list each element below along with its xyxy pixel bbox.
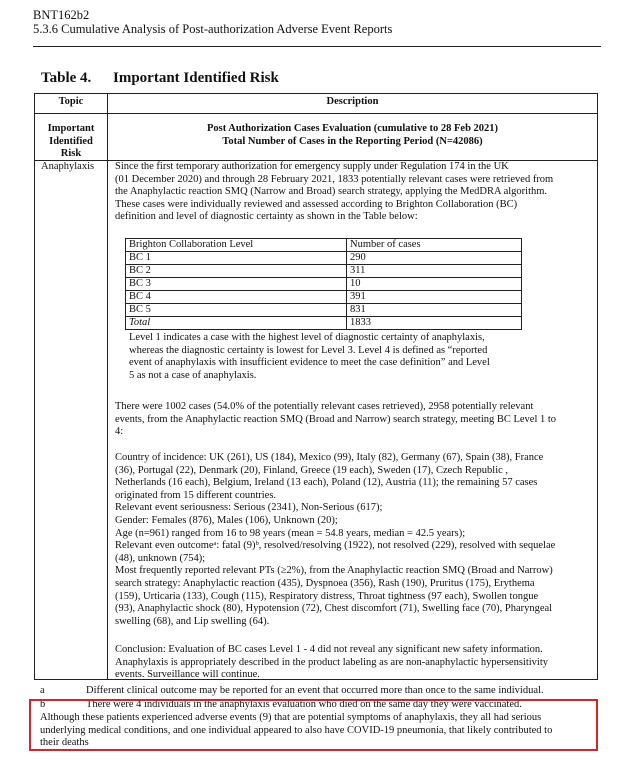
table-row	[126, 265, 522, 278]
bc-total-count: 1833	[347, 317, 522, 330]
case-count-header: Number of cases	[347, 239, 522, 252]
table-title	[41, 70, 279, 87]
table-row	[126, 291, 522, 304]
level-definition-note: Level 1 indicates a case with the highest level of diagnostic certainty of anaphylaxis, whereas the diagnostic certainty is lowest for Level 3. Level 4 is defined as “reported event of anaphylaxis with insufficient evidence to meet the case definition” and Level 5 as not a case of anaphylaxis.	[129, 332, 490, 381]
bc-level: BC 3	[126, 278, 347, 291]
footnote-a-text: Different clinical outcome may be reported for an event that occurred more than once to the same individual.	[86, 685, 544, 696]
topic-header: Topic	[58, 96, 84, 107]
case-details: Country of incidence: UK (261), US (184), Mexico (99), Italy (82), Germany (67), Spain (38), France (36), Portugal (22), Denmark (20), Finland, Greece (19 each), Sweden (17), Czech Republic , Netherlands (16 each), Belgium, Ireland (13 each), Poland (12), Austria (11); the remaining 57 cases originated from 15 different countries. Relevant event seriousness: Serious (2341), Non-Serious (617); Gender: Females (876), Males (106), Unknown (20); Age (n=961) ranged from 16 to 98 years (mean = 54.8 years, median = 42.5 years); Relevant even outcomeᵃ: fatal (9)ᵇ, resolved/resolving (1922), not resolved (229), resolved with sequelae (48), unknown (754); Most frequently reported relevant PTs (≥2%), from the Anaphylactic reaction SMQ (Broad and Narrow) search strategy: Anaphylactic reaction (435), Dyspnoea (356), Rash (190), Pruritus (175), Erythema (159), Urticaria (133), Cough (115), Respiratory distress, Throat tightness (97 each), Swollen tongue (93), Anaphylactic shock (80), Hypotension (72), Chest discomfort (71), Swelling face (70), Pharyngeal swelling (68), and Lip swelling (64).	[115, 452, 556, 627]
column-divider	[107, 94, 108, 679]
case-count: 10	[347, 278, 522, 291]
conclusion-paragraph: Conclusion: Evaluation of BC cases Level 1 - 4 did not reveal any significant new safety information. Anaphylaxis is appropriately described in the product labeling as are non-anaphylactic hypersensitivity events. Surveillance will continue.	[115, 644, 548, 681]
table-name: Important Identified Risk	[113, 70, 279, 86]
footnote-b-first-line: There were 4 individuals in the anaphylaxis evaluation who died on the same day they were vaccinated.	[86, 699, 522, 710]
running-header	[33, 8, 392, 36]
case-count: 311	[347, 265, 522, 278]
section-title: 5.3.6 Cumulative Analysis of Post-authorization Adverse Event Reports	[33, 22, 393, 36]
table-row	[126, 252, 522, 265]
bc-level: BC 4	[126, 291, 347, 304]
case-count: 290	[347, 252, 522, 265]
footnote-b-continuation: Although these patients experienced adverse events (9) that are potential symptoms of anaphylaxis, they all had serious underlying medical conditions, and one individual appeared to also have COVID-19 pneumonia, that likely contributed to their deaths	[40, 712, 553, 748]
cases-paragraph: There were 1002 cases (54.0% of the potentially relevant cases retrieved), 2958 potentially relevant events, from the Anaphylactic reaction SMQ (Broad and Narrow) search strategy, meeting BC Level 1 to 4:	[115, 401, 557, 438]
doc-id: BNT162b2	[33, 8, 90, 22]
bc-level-header: Brighton Collaboration Level	[126, 239, 347, 252]
case-count: 391	[347, 291, 522, 304]
table-row	[126, 278, 522, 291]
bc-level: BC 5	[126, 304, 347, 317]
row-divider	[35, 113, 597, 114]
intro-paragraph: Since the first temporary authorization for emergency supply under Regulation 174 in the UK (01 December 2020) and through 28 February 2021, 1833 potentially relevant cases were retrieved from the Anaphylactic reaction SMQ (Narrow and Broad) search strategy, applying the MedDRA algorithm. These cases were individually reviewed and assessed according to Brighton Collaboration (BC) definition and level of diagnostic certainty as shown in the Table below:	[115, 161, 554, 223]
bc-level: BC 2	[126, 265, 347, 278]
topic-important-identified-risk: Important Identified Risk	[47, 123, 95, 159]
risk-table	[34, 93, 598, 680]
topic-anaphylaxis: Anaphylaxis	[41, 161, 95, 172]
footnote-b-mark: b	[40, 699, 46, 710]
bc-level: BC 1	[126, 252, 347, 265]
header-rule	[33, 46, 601, 47]
cases-evaluation-title: Post Authorization Cases Evaluation (cumulative to 28 Feb 2021) Total Number of Cases in the Reporting Period (N=42086)	[206, 123, 499, 147]
table-row	[126, 304, 522, 317]
table-row	[126, 317, 522, 330]
bc-total-label: Total	[126, 317, 347, 330]
description-header: Description	[326, 96, 379, 107]
table-row	[126, 239, 522, 252]
footnote-a-mark: a	[40, 685, 45, 696]
table-number: Table 4.	[41, 70, 92, 86]
brighton-levels-table	[125, 238, 522, 330]
case-count: 831	[347, 304, 522, 317]
highlight-box	[29, 699, 598, 751]
